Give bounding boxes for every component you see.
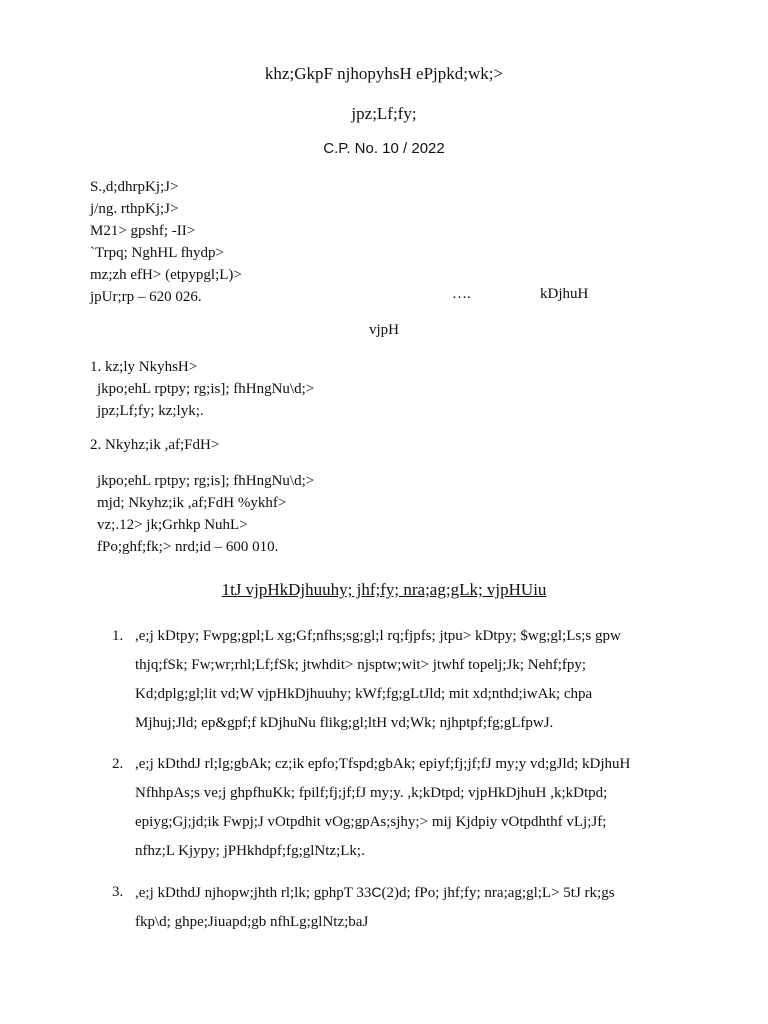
paragraph-line: Mjhuj;Jld; ep&gpf;f kDjhuNu flikg;gl;ltH vd;Wk; njhptpf;fg;gLfpwJ. — [135, 715, 554, 731]
respondent-number: 1. — [90, 359, 102, 375]
paragraph-text: ,e;j kDthdJ njhopw;jhth rl;lk; gphpT 33 — [135, 885, 372, 901]
petitioner-line: j/ng. rthpKj;J> — [90, 201, 179, 217]
respondent-line-text: Nkyhz;ik ,af;FdH> — [105, 437, 220, 453]
paragraph-2 — [112, 750, 678, 866]
respondent-number: 2. — [90, 437, 102, 453]
paragraph-line: epiyg;Gj;jd;ik Fwpj;J vOtpdhit vOg;gpAs;sjhy;> mij Kjdpiy vOtpdhthf vLj;Jf; — [135, 814, 607, 830]
petitioner-line: mz;zh efH> (etpypgl;L)> — [90, 267, 242, 283]
paragraph-line: Kd;dplg;gl;lit vd;W vjpHkDjhuuhy; kWf;fg;gLtJld; mit xd;nthd;iwAk; chpa — [135, 686, 593, 702]
paragraph-line: thjq;fSk; Fw;wr;rhl;Lf;fSk; jtwhdit> njsptw;wit> jtwhf topelj;Jk; Nehf;fpy; — [135, 657, 587, 673]
paragraph-number: 1. — [112, 628, 124, 644]
respondent-line: mjd; Nkyhz;ik ,af;FdH %ykhf> — [97, 495, 287, 511]
paragraph-3 — [112, 878, 678, 937]
paragraph-line — [135, 878, 678, 908]
respondent-line: fPo;ghf;fk;> nrd;id – 600 010. — [97, 539, 279, 555]
respondent-line — [90, 356, 314, 378]
court-name: khz;GkpF njhopyhsH ePjpkd;wk;> — [264, 64, 504, 83]
respondent-line: jpz;Lf;fy; kz;lyk;. — [97, 403, 204, 419]
court-place: jpz;Lf;fy; — [351, 104, 417, 123]
respondent-2-address — [90, 470, 314, 558]
paragraph-number: 2. — [112, 756, 124, 772]
paragraph-number: 3. — [112, 884, 124, 900]
petitioner-line: M21> gpshf; -II> — [90, 223, 196, 239]
paragraph-line: NfhhpAs;s ve;j ghpfhuKk; fpilf;fj;jf;fJ my;y. ,k;kDtpd; vjpHkDjhuH ,k;kDtpd; — [135, 785, 608, 801]
respondent-line-text: kz;ly NkyhsH> — [105, 359, 198, 375]
paragraph-line: nfhz;L Kjypy; jPHkhdpf;fg;glNtz;Lk;. — [135, 843, 365, 859]
section-heading: 1tJ vjpHkDjhuuhy; jhf;fy; nra;ag;gLk; vjpHUiu — [221, 580, 547, 599]
case-number: C.P. No. 10 / 2022 — [323, 140, 445, 157]
petitioner-line: S.,d;dhrpKj;J> — [90, 179, 179, 195]
paragraph-line: ,e;j kDtpy; Fwpg;gpl;L xg;Gf;nfhs;sg;gl;l rq;fjpfs; jtpu> kDtpy; $wg;gl;Ls;s gpw — [135, 628, 621, 644]
respondent-line: jkpo;ehL rptpy; rg;is]; fhHngNu\d;> — [97, 473, 315, 489]
petitioner-line: `Trpq; NghHL fhydp> — [90, 245, 225, 261]
respondent-line: vz;.12> jk;Grhkp NuhL> — [97, 517, 248, 533]
respondent-line — [90, 434, 219, 456]
respondent-line: jkpo;ehL rptpy; rg;is]; fhHngNu\d;> — [97, 381, 315, 397]
paragraph-text: (2)d; fPo; jhf;fy; nra;ag;gl;L> 5tJ rk;gs — [381, 885, 615, 901]
petitioner-role: kDjhuH — [540, 286, 589, 302]
paragraph-line: ,e;j kDthdJ rl;lg;gbAk; cz;ik epfo;Tfspd;gbAk; epiyf;fj;jf;fJ my;y vd;gJld; kDjhuH — [135, 756, 631, 772]
versus-label: vjpH — [369, 322, 399, 338]
paragraph-text: C — [371, 884, 382, 900]
petitioner-dots: …. — [452, 286, 471, 302]
paragraph-line: fkp\d; ghpe;Jiuapd;gb nfhLg;glNtz;baJ — [135, 914, 369, 930]
paragraph-1 — [112, 622, 678, 738]
petitioner-address — [90, 176, 242, 308]
respondent-2 — [90, 434, 219, 456]
respondent-1 — [90, 356, 314, 422]
petitioner-line: jpUr;rp – 620 026. — [90, 289, 202, 305]
